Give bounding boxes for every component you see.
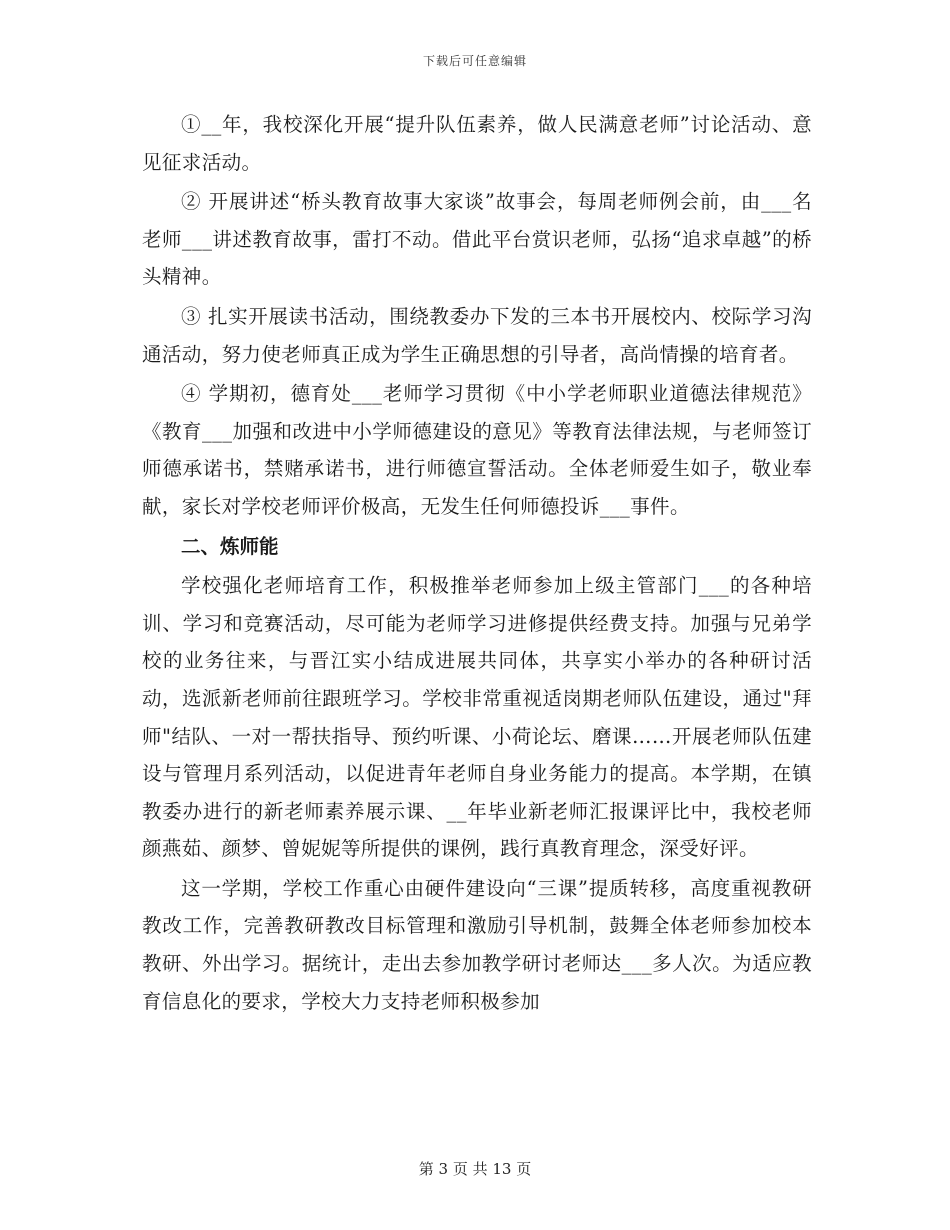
page-header: 下载后可任意编辑 [422,54,527,68]
page-footer: 第 3 页 共 13 页 [418,1160,532,1178]
paragraph-3: ③ 扎实开展读书活动，围绕教委办下发的三本书开展校内、校际学习沟通活动，努力使老师真正成为学生正确思想的引导者，高尚情操的培育者。 [142,304,812,366]
paragraph-6: 这一学期，学校工作重心由硬件建设向“三课”提质转移，高度重视教研教改工作，完善教研教改目标管理和激励引导机制，鼓舞全体老师参加校本教研、外出学习。据统计，走出去参加教学研讨老师达___多人次。为适应教育信息化的要求，学校大力支持老师积极参加 [142,876,812,1013]
paragraph-2: ② 开展讲述“桥头教育故事大家谈”故事会，每周老师例会前，由___名老师___讲述教育故事，雷打不动。借此平台赏识老师，弘扬“追求卓越”的桥头精神。 [142,190,812,289]
paragraph-5: 学校强化老师培育工作，积极推举老师参加上级主管部门___的各种培训、学习和竞赛活动，尽可能为老师学习进修提供经费支持。加强与兄弟学校的业务往来，与晋江实小结成进展共同体，共享实小举办的各种研讨活动，选派新老师前往跟班学习。学校非常重视适岗期老师队伍建设，通过"拜师"结队、一对一帮扶指导、预约听课、小荷论坛、磨课……开展老师队伍建设与管理月系列活动，以促进青年老师自身业务能力的提高。本学期，在镇教委办进行的新老师素养展示课、__年毕业新老师汇报课评比中，我校老师颜燕茹、颜梦、曾妮妮等所提供的课例，践行真教育理念，深受好评。 [142,574,812,861]
section-heading: 二、炼师能 [181,534,279,558]
paragraph-1: ①__年，我校深化开展“提升队伍素养，做人民满意老师”讨论活动、意见征求活动。 [142,113,812,174]
paragraph-4: ④ 学期初，德育处___老师学习贯彻《中小学老师职业道德法律规范》《教育___加强和改进中小学师德建设的意见》等教育法律法规，与老师签订师德承诺书，禁赌承诺书，进行师德宣誓活动。全体老师爱生如子，敬业奉献，家长对学校老师评价极高，无发生任何师德投诉___事件。 [142,382,812,518]
document-body [142,106,812,1022]
